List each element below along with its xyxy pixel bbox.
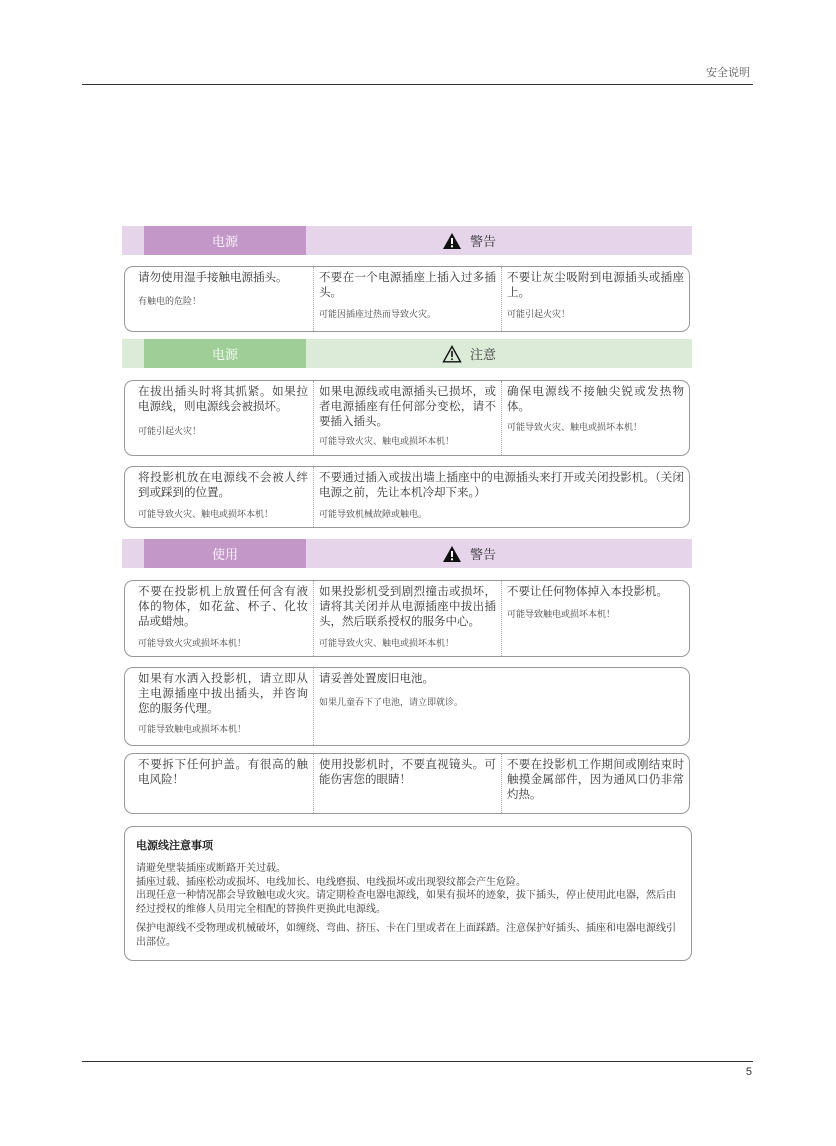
notes-title: 电源线注意事项 [136,839,213,852]
cell-text: 在拔出插头时将其抓紧。如果拉电源线，则电源线会被损坏。 [138,384,308,413]
notes-paragraph: 保护电源线不受物理或机械破坏，如缠绕、弯曲、挤压、卡在门里或者在上面踩踏。注意保护好插头、插座和电器电源线引出部位。 [136,923,676,948]
cell-note: 可能导致火灾、触电或损坏本机！ [318,639,454,649]
warning-filled-icon [442,232,462,250]
cell-note: 可能导致火灾、触电或损坏本机！ [138,510,274,520]
section-label: 警告 [470,548,497,563]
info-cell [501,381,689,455]
warning-filled-icon [442,545,462,563]
info-box [124,580,690,657]
cell-text: 将投影机放在电源线不会被人绊到或踩到的位置。 [138,470,308,499]
info-cell [125,668,313,745]
info-box [124,380,690,456]
section-use-warning [122,539,692,568]
cell-note: 可能导致触电或损坏本机！ [138,725,247,735]
cell-text: 不要让灰尘吸附到电源插头或插座上。 [506,270,684,299]
cell-note: 可能因插座过热而导致火灾。 [318,310,436,320]
cell-note: 有触电的危险！ [138,297,202,307]
cell-text: 不要让任何物体掉入本投影机。 [506,584,668,598]
cell-note: 可能导致火灾、触电或损坏本机！ [506,423,642,433]
notes-paragraph: 出现任意一种情况都会导致触电或火灾。请定期检查电器电源线，如果有损坏的迹象，拔下插头，停止使用此电器，然后由经过授权的维修人员用完全相配的替换件更换此电源线。 [136,890,676,915]
info-cell [501,267,689,331]
info-cell [313,267,501,331]
info-cell [313,754,501,813]
cell-text: 请妥善处置废旧电池。 [318,671,434,685]
footer-divider [82,1061,753,1062]
cell-text: 请勿使用湿手接触电源插头。 [138,270,288,284]
caution-outline-icon [442,345,462,363]
section-category: 电源 [144,339,306,368]
notes-paragraph: 请避免壁装插座或断路开关过载。 [136,863,286,874]
cell-text: 如果有水洒入投影机，请立即从主电源插座中拔出插头，并咨询您的服务代理。 [138,671,308,715]
info-cell [125,381,313,455]
info-cell [125,267,313,331]
info-box [124,466,690,528]
cell-text: 如果投影机受到剧烈撞击或损坏，请将其关闭并从电源插座中拔出插头，然后联系授权的服务中心。 [318,584,496,628]
info-cell [125,467,313,527]
cell-note: 可能导致火灾、触电或损坏本机！ [318,437,454,447]
cell-note: 可能导致火灾或损坏本机！ [138,639,247,649]
info-box [124,753,690,814]
cell-text: 不要在投影机工作期间或刚结束时触摸金属部件，因为通风口仍非常灼热。 [506,757,684,801]
page-number: 5 [745,1066,752,1078]
header-title: 安全说明 [706,66,750,79]
info-cell [313,381,501,455]
cell-text: 不要在一个电源插座上插入过多插头。 [318,270,496,299]
cell-note: 可能引起火灾！ [138,427,202,437]
section-power-caution [122,339,692,368]
cell-note: 可能引起火灾！ [506,310,570,320]
info-cell [125,754,313,813]
cell-note: 可能导致机械故障或触电。 [318,510,427,520]
info-cell [501,581,689,656]
power-cord-notes [124,826,692,961]
info-cell [313,581,501,656]
cell-note: 可能导致触电或损坏本机！ [506,610,615,620]
info-cell [313,467,689,527]
section-label: 注意 [470,348,497,363]
notes-paragraph: 插座过载、插座松动或损坏、电线加长、电线磨损、电线损坏或出现裂纹都会产生危险。 [136,876,526,888]
section-label: 警告 [470,235,497,250]
cell-text: 使用投影机时，不要直视镜头。可能伤害您的眼睛！ [318,757,496,786]
section-power-warning [122,226,692,255]
info-box [124,266,690,332]
cell-text: 确保电源线不接触尖锐或发热物体。 [506,384,684,413]
cell-text: 如果电源线或电源插头已损坏，或者电源插座有任何部分变松，请不要插入插头。 [318,384,496,428]
cell-text: 不要在投影机上放置任何含有液体的物体，如花盆、杯子、化妆品或蜡烛。 [138,584,308,628]
header-divider [82,84,753,85]
cell-text: 不要通过插入或拔出墙上插座中的电源插头来打开或关闭投影机。（关闭电源之前，先让本机冷却下来。） [318,470,684,499]
info-cell [313,668,689,745]
cell-note: 如果儿童吞下了电池，请立即就诊。 [318,698,463,708]
section-category: 电源 [144,226,306,255]
info-cell [125,581,313,656]
cell-text: 不要拆下任何护盖。有很高的触电风险！ [138,757,308,786]
info-box [124,667,690,746]
info-cell [501,754,689,813]
section-category: 使用 [144,539,306,568]
